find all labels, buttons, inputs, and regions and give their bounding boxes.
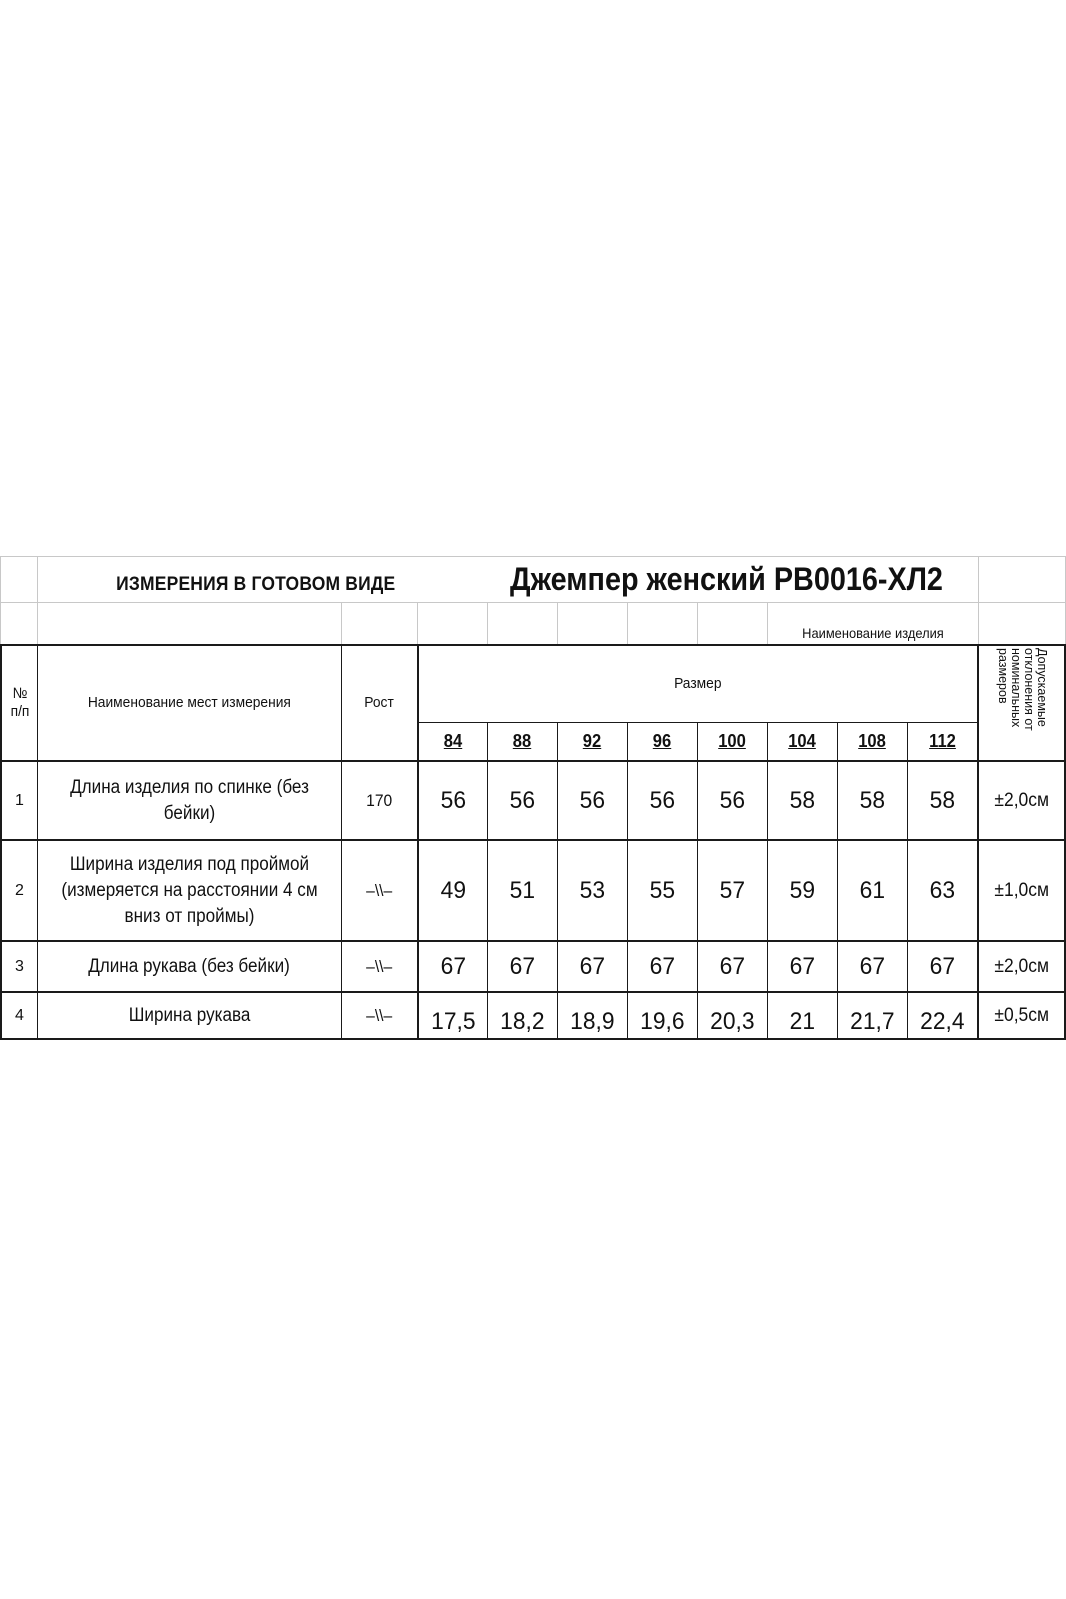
row-value (768, 993, 837, 1038)
row-index-label: 1 (15, 791, 24, 809)
size-header: 96 (653, 731, 672, 751)
header-height (342, 646, 417, 760)
header-place (38, 646, 341, 760)
row-value (628, 942, 697, 991)
size-header-cell (698, 723, 767, 760)
row-value (908, 993, 977, 1038)
product-title: Джемпер женский РВ0016-ХЛ2 (509, 561, 943, 597)
row-name (38, 841, 341, 940)
value-label: 22,4 (920, 1008, 965, 1035)
row-value (488, 942, 557, 991)
row-value (908, 942, 977, 991)
size-header-cell (628, 723, 697, 760)
value-label: 21 (789, 1008, 816, 1035)
header-size-group-label: Размер (674, 675, 722, 692)
grid-line (487, 602, 488, 644)
row-value (698, 762, 767, 839)
value-label: 18,9 (570, 1008, 615, 1035)
value-label: 55 (649, 876, 676, 904)
row-value (419, 993, 487, 1038)
value-label: 58 (789, 786, 816, 814)
value-label: 56 (719, 786, 746, 814)
header-tolerance (979, 646, 1064, 760)
value-label: 53 (579, 876, 606, 904)
grid-line (978, 556, 979, 644)
row-height (342, 841, 417, 940)
tolerance-label: ±0,5см (994, 1004, 1049, 1026)
row-value (419, 841, 487, 940)
tolerance-label: ±2,0см (994, 789, 1049, 811)
value-label: 20,3 (710, 1008, 755, 1035)
row-name (38, 942, 341, 991)
grid-line (697, 602, 698, 644)
row-height-label: –\\– (366, 1005, 393, 1025)
size-header-cell (419, 723, 487, 760)
value-label: 67 (579, 952, 606, 980)
row-value (838, 993, 907, 1038)
size-header-cell (838, 723, 907, 760)
size-header-cell (768, 723, 837, 760)
grid-line (557, 602, 558, 644)
grid-line (0, 602, 1066, 603)
grid-line (627, 602, 628, 644)
tolerance-label: ±2,0см (994, 955, 1049, 977)
row-value (838, 942, 907, 991)
row-height (342, 762, 417, 839)
row-name-label: Ширина изделия под проймой (измеряется на расстоянии 4 см вниз от проймы) (61, 853, 318, 927)
row-value (558, 993, 627, 1038)
row-index-label: 2 (15, 881, 24, 899)
size-header-cell (908, 723, 977, 760)
size-header: 92 (583, 731, 602, 751)
size-header: 88 (513, 731, 532, 751)
header-tolerance-label: Допускаемые отклонения от номинальных размеров (995, 648, 1049, 731)
header-index (2, 646, 37, 760)
value-label: 67 (649, 952, 676, 980)
grid-line (341, 602, 342, 644)
value-label: 19,6 (640, 1008, 685, 1035)
row-value (698, 942, 767, 991)
value-label: 67 (929, 952, 956, 980)
row-height-label: 170 (366, 790, 393, 810)
value-label: 49 (440, 876, 466, 904)
product-title-cell (474, 557, 978, 602)
size-header-cell (488, 723, 557, 760)
row-height (342, 993, 417, 1038)
row-index (2, 993, 37, 1038)
value-label: 51 (509, 876, 536, 904)
size-header-cell (558, 723, 627, 760)
measurements-title-cell (38, 557, 474, 602)
row-value (768, 942, 837, 991)
row-height (342, 942, 417, 991)
product-caption: Наименование изделия (801, 625, 944, 641)
row-value (419, 762, 487, 839)
row-value (558, 841, 627, 940)
size-header: 100 (718, 731, 747, 751)
row-tolerance (979, 993, 1064, 1038)
size-header: 108 (858, 731, 887, 751)
grid-line (0, 556, 1, 644)
row-tolerance (979, 762, 1064, 839)
row-value (628, 841, 697, 940)
value-label: 56 (509, 786, 536, 814)
value-label: 56 (649, 786, 676, 814)
header-height-label: Рост (364, 694, 395, 711)
row-name (38, 762, 341, 839)
header-size-group (419, 646, 977, 722)
value-label: 58 (859, 786, 886, 814)
row-value (628, 762, 697, 839)
size-header: 112 (929, 731, 956, 751)
row-value (838, 762, 907, 839)
header-index-label: № п/п (10, 685, 29, 720)
row-value (908, 762, 977, 839)
value-label: 56 (579, 786, 606, 814)
value-label: 63 (929, 876, 956, 904)
row-name (38, 993, 341, 1038)
value-label: 67 (789, 952, 816, 980)
row-index (2, 841, 37, 940)
row-index (2, 942, 37, 991)
value-label: 57 (719, 876, 746, 904)
row-value (698, 841, 767, 940)
grid-line (417, 602, 418, 644)
value-label: 58 (929, 786, 956, 814)
row-tolerance (979, 942, 1064, 991)
value-label: 18,2 (500, 1008, 545, 1035)
row-height-label: –\\– (366, 956, 393, 976)
size-chart-sheet (0, 556, 1066, 1042)
value-label: 21,7 (850, 1008, 895, 1035)
row-height-label: –\\– (366, 880, 393, 900)
row-value (488, 762, 557, 839)
tolerance-label: ±1,0см (994, 879, 1049, 901)
row-value (419, 942, 487, 991)
row-name-label: Ширина рукава (128, 1004, 251, 1026)
product-caption-cell (767, 622, 978, 644)
row-value (768, 841, 837, 940)
row-value (488, 841, 557, 940)
size-header: 104 (788, 731, 817, 751)
value-label: 61 (859, 876, 886, 904)
row-index-label: 4 (15, 1006, 24, 1024)
row-value (768, 762, 837, 839)
row-tolerance (979, 841, 1064, 940)
row-value (488, 993, 557, 1038)
row-value (628, 993, 697, 1038)
row-name-label: Длина изделия по спинке (без бейки) (70, 776, 309, 824)
value-label: 17,5 (430, 1008, 476, 1035)
row-value (558, 942, 627, 991)
row-index (2, 762, 37, 839)
value-label: 67 (509, 952, 536, 980)
value-label: 59 (789, 876, 816, 904)
measurements-title: ИЗМЕРЕНИЯ В ГОТОВОМ ВИДЕ (116, 573, 396, 595)
row-value (908, 841, 977, 940)
row-value (558, 762, 627, 839)
row-value (698, 993, 767, 1038)
value-label: 56 (440, 786, 466, 814)
value-label: 67 (719, 952, 746, 980)
row-index-label: 3 (15, 957, 24, 975)
row-name-label: Длина рукава (без бейки) (88, 955, 291, 977)
value-label: 67 (440, 952, 466, 980)
size-header: 84 (443, 731, 463, 751)
header-place-label: Наименование мест измерения (87, 694, 292, 711)
row-value (838, 841, 907, 940)
value-label: 67 (859, 952, 886, 980)
